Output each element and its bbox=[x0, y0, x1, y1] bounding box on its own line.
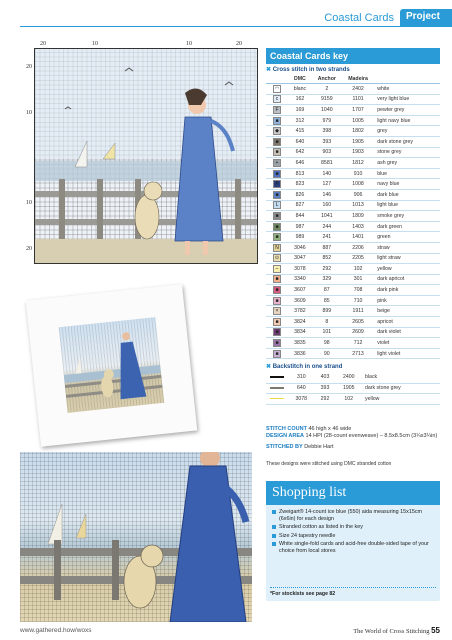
madeira-cell: 1905 bbox=[335, 383, 362, 394]
cross-stitch-heading bbox=[266, 64, 440, 75]
color-name-cell: very light blue bbox=[374, 94, 440, 105]
symbol-cell bbox=[266, 264, 288, 275]
dmc-cell: 3607 bbox=[288, 285, 312, 296]
backstitch-label: Backstitch in one strand bbox=[272, 364, 343, 371]
thread-swatch: ■ bbox=[273, 170, 281, 178]
thread-swatch: ■ bbox=[273, 223, 281, 231]
cross-stitch-chart bbox=[20, 38, 260, 268]
madeira-cell: 2205 bbox=[342, 253, 374, 264]
color-name-cell: white bbox=[374, 84, 440, 95]
color-name-cell: smoke grey bbox=[374, 211, 440, 222]
chart-side-number: 10 bbox=[26, 110, 32, 116]
chart-top-number: 10 bbox=[186, 41, 192, 47]
anchor-cell: 398 bbox=[312, 126, 342, 137]
symbol-cell bbox=[266, 94, 288, 105]
anchor-cell: 1041 bbox=[312, 211, 342, 222]
madeira-cell: 2609 bbox=[342, 327, 374, 338]
symbol-cell bbox=[266, 200, 288, 211]
table-row bbox=[266, 179, 440, 190]
anchor-cell: 852 bbox=[312, 253, 342, 264]
anchor-cell: 140 bbox=[312, 168, 342, 179]
anchor-cell: 101 bbox=[312, 327, 342, 338]
symbol-cell bbox=[266, 84, 288, 95]
anchor-cell: 160 bbox=[312, 200, 342, 211]
table-row bbox=[266, 147, 440, 158]
madeira-cell: 2400 bbox=[335, 372, 362, 383]
thread-swatch: + bbox=[273, 159, 281, 167]
color-name-cell: violet bbox=[374, 338, 440, 349]
dmc-cell: 310 bbox=[288, 372, 315, 383]
line-cell bbox=[266, 372, 288, 383]
madeira-cell: 2713 bbox=[342, 348, 374, 359]
thread-swatch: ◠ bbox=[274, 85, 280, 92]
symbol-cell bbox=[266, 327, 288, 338]
list-item: Size 24 tapestry needle bbox=[272, 533, 434, 540]
section-title: Coastal Cards bbox=[324, 12, 394, 24]
table-row bbox=[266, 327, 440, 338]
dmc-cell: 3078 bbox=[288, 264, 312, 275]
thread-swatch: – bbox=[273, 265, 281, 273]
anchor-cell: 887 bbox=[312, 242, 342, 253]
thread-swatch: ■ bbox=[273, 318, 281, 326]
color-name-cell: green bbox=[374, 232, 440, 243]
thread-swatch: F bbox=[273, 106, 281, 114]
thread-swatch: ◆ bbox=[273, 127, 281, 135]
anchor-cell: 8 bbox=[312, 317, 342, 328]
col-name bbox=[374, 75, 440, 84]
header-rule bbox=[20, 26, 452, 27]
dmc-cell: 3340 bbox=[288, 274, 312, 285]
color-name-cell: light blue bbox=[374, 200, 440, 211]
madeira-cell: 1005 bbox=[342, 115, 374, 126]
thread-swatch: ■ bbox=[273, 328, 281, 336]
thread-swatch: ⊙ bbox=[274, 255, 280, 262]
color-name-cell: light straw bbox=[374, 253, 440, 264]
chart-top-number: 20 bbox=[40, 41, 46, 47]
symbol-cell bbox=[266, 253, 288, 264]
madeira-cell: 708 bbox=[342, 285, 374, 296]
table-row bbox=[266, 348, 440, 359]
anchor-cell: 146 bbox=[312, 189, 342, 200]
table-row bbox=[266, 168, 440, 179]
symbol-cell bbox=[266, 306, 288, 317]
madeira-cell: 712 bbox=[342, 338, 374, 349]
symbol-cell bbox=[266, 338, 288, 349]
color-name-cell: black bbox=[362, 372, 440, 383]
symbol-cell bbox=[266, 158, 288, 169]
cross-marker-icon: ✖ bbox=[266, 67, 272, 73]
anchor-cell: 241 bbox=[312, 232, 342, 243]
magazine-name: The World of Cross Stitching bbox=[353, 628, 430, 635]
thread-swatch: ■ bbox=[273, 275, 281, 283]
thread-swatch: ■ bbox=[273, 138, 281, 146]
backstitch-heading bbox=[266, 361, 440, 372]
symbol-cell bbox=[266, 168, 288, 179]
backstitch-line bbox=[270, 398, 284, 400]
anchor-cell: 329 bbox=[312, 274, 342, 285]
color-name-cell: dark violet bbox=[374, 327, 440, 338]
dmc-cell: 640 bbox=[288, 136, 312, 147]
backstitch-marker-icon: ✖ bbox=[266, 364, 272, 371]
table-row bbox=[266, 295, 440, 306]
color-name-cell: stone grey bbox=[374, 147, 440, 158]
chart-illustration bbox=[35, 49, 258, 264]
chart-side-number: 20 bbox=[26, 64, 32, 70]
anchor-cell: 2 bbox=[312, 84, 342, 95]
madeira-cell: 2206 bbox=[342, 242, 374, 253]
symbol-cell bbox=[266, 115, 288, 126]
dmc-cell: 3046 bbox=[288, 242, 312, 253]
line-cell bbox=[266, 383, 288, 394]
symbol-cell bbox=[266, 211, 288, 222]
page-number: 55 bbox=[431, 626, 440, 635]
thread-swatch: ■ bbox=[273, 286, 281, 294]
symbol-cell bbox=[266, 317, 288, 328]
symbol-cell bbox=[266, 242, 288, 253]
madeira-cell: 2605 bbox=[342, 317, 374, 328]
madeira-cell: 1008 bbox=[342, 179, 374, 190]
anchor-cell: 403 bbox=[315, 372, 336, 383]
anchor-cell: 98 bbox=[312, 338, 342, 349]
anchor-cell: 8581 bbox=[312, 158, 342, 169]
thread-swatch: F bbox=[273, 180, 281, 188]
madeira-cell: 1403 bbox=[342, 221, 374, 232]
list-item: Stranded cotton as listed in the key bbox=[272, 524, 434, 531]
shopping-list-panel bbox=[266, 481, 440, 601]
table-row bbox=[266, 126, 440, 137]
table-row bbox=[266, 221, 440, 232]
color-name-cell: navy blue bbox=[374, 179, 440, 190]
col-anchor: Anchor bbox=[312, 75, 342, 84]
madeira-cell: 1809 bbox=[342, 211, 374, 222]
madeira-cell: 1903 bbox=[342, 147, 374, 158]
anchor-cell: 9159 bbox=[312, 94, 342, 105]
thread-swatch: ■ bbox=[273, 148, 281, 156]
madeira-cell: 1812 bbox=[342, 158, 374, 169]
color-name-cell: ash grey bbox=[374, 158, 440, 169]
chart-grid bbox=[34, 48, 258, 264]
table-row bbox=[266, 136, 440, 147]
thread-swatch: c bbox=[273, 95, 281, 103]
dmc-cell: 642 bbox=[288, 147, 312, 158]
table-row bbox=[266, 274, 440, 285]
table-header-row bbox=[266, 75, 440, 84]
footer-url[interactable]: www.gathered.how/woxs bbox=[20, 627, 92, 634]
table-row bbox=[266, 94, 440, 105]
color-name-cell: beige bbox=[374, 306, 440, 317]
table-row bbox=[266, 158, 440, 169]
table-row bbox=[266, 200, 440, 211]
thread-swatch: ■ bbox=[273, 117, 281, 125]
cross-stitch-label: Cross stitch in two strands bbox=[272, 67, 350, 73]
anchor-cell: 244 bbox=[312, 221, 342, 232]
dmc-cell: 823 bbox=[288, 179, 312, 190]
list-item: White single-fold cards and acid-free double-sided tape of your choice from local stores bbox=[272, 541, 434, 554]
anchor-cell: 85 bbox=[312, 295, 342, 306]
thread-swatch: × bbox=[273, 307, 281, 315]
madeira-cell: 1905 bbox=[342, 136, 374, 147]
stitched-closeup-photo bbox=[20, 452, 252, 622]
table-row bbox=[266, 372, 440, 383]
madeira-cell: 906 bbox=[342, 189, 374, 200]
dmc-cell: 3047 bbox=[288, 253, 312, 264]
anchor-cell: 87 bbox=[312, 285, 342, 296]
anchor-cell: 979 bbox=[312, 115, 342, 126]
madeira-cell: 301 bbox=[342, 274, 374, 285]
dmc-cell: 827 bbox=[288, 200, 312, 211]
symbol-cell bbox=[266, 147, 288, 158]
thread-swatch: L bbox=[273, 201, 281, 209]
design-stats bbox=[266, 426, 440, 451]
chart-top-number: 10 bbox=[92, 41, 98, 47]
color-name-cell: dark blue bbox=[374, 189, 440, 200]
anchor-cell: 903 bbox=[312, 147, 342, 158]
chart-side-number: 10 bbox=[26, 200, 32, 206]
backstitch-line bbox=[270, 376, 284, 378]
madeira-cell: 1707 bbox=[342, 105, 374, 116]
dmc-cell: 3078 bbox=[288, 394, 315, 405]
madeira-cell: 1802 bbox=[342, 126, 374, 137]
table-row bbox=[266, 189, 440, 200]
madeira-cell: 1013 bbox=[342, 200, 374, 211]
dmc-cell: 162 bbox=[288, 94, 312, 105]
finished-card-photo bbox=[26, 284, 198, 447]
color-name-cell: yellow bbox=[374, 264, 440, 275]
symbol-cell bbox=[266, 105, 288, 116]
dmc-cell: 646 bbox=[288, 158, 312, 169]
table-row bbox=[266, 242, 440, 253]
dmc-cell: 813 bbox=[288, 168, 312, 179]
table-row bbox=[266, 264, 440, 275]
color-name-cell: yellow bbox=[362, 394, 440, 405]
dmc-cell: 169 bbox=[288, 105, 312, 116]
list-item: Zweigart® 14-count ice blue (550) aida measuring 15x15cm (6x6in) for each design bbox=[272, 509, 434, 522]
dmc-cell: 415 bbox=[288, 126, 312, 137]
madeira-cell: 102 bbox=[335, 394, 362, 405]
dmc-cell: 989 bbox=[288, 232, 312, 243]
col-symbol bbox=[266, 75, 288, 84]
dmc-cell: 312 bbox=[288, 115, 312, 126]
anchor-cell: 899 bbox=[312, 306, 342, 317]
dmc-cell: 987 bbox=[288, 221, 312, 232]
table-row bbox=[266, 394, 440, 405]
anchor-cell: 127 bbox=[312, 179, 342, 190]
madeira-cell: 1101 bbox=[342, 94, 374, 105]
symbol-cell bbox=[266, 126, 288, 137]
design-area: DESIGN AREA 14 HPI (28-count evenweave) – 8.5x8.5cm (3¼x3¼in) bbox=[266, 433, 438, 439]
color-name-cell: dark apricot bbox=[374, 274, 440, 285]
table-row bbox=[266, 338, 440, 349]
table-row bbox=[266, 383, 440, 394]
thread-swatch: ■ bbox=[273, 350, 281, 358]
dmc-cell: 826 bbox=[288, 189, 312, 200]
backstitch-line bbox=[270, 387, 284, 389]
dmc-cell: 3834 bbox=[288, 327, 312, 338]
symbol-cell bbox=[266, 232, 288, 243]
dmc-cell: 3836 bbox=[288, 348, 312, 359]
symbol-cell bbox=[266, 274, 288, 285]
thread-swatch: ■ bbox=[273, 233, 281, 241]
table-row bbox=[266, 84, 440, 95]
thread-swatch: N bbox=[273, 244, 281, 252]
thread-swatch: ■ bbox=[273, 297, 281, 305]
anchor-cell: 90 bbox=[312, 348, 342, 359]
anchor-cell: 292 bbox=[315, 394, 336, 405]
madeira-cell: 102 bbox=[342, 264, 374, 275]
dmc-cell: 640 bbox=[288, 383, 315, 394]
symbol-cell bbox=[266, 285, 288, 296]
card-stitched-image bbox=[59, 317, 164, 413]
dmc-cell: 3609 bbox=[288, 295, 312, 306]
anchor-cell: 292 bbox=[312, 264, 342, 275]
color-name-cell: dark pink bbox=[374, 285, 440, 296]
chart-top-number: 20 bbox=[236, 41, 242, 47]
table-row bbox=[266, 105, 440, 116]
project-tab[interactable]: Project bbox=[400, 9, 452, 26]
backstitch-table bbox=[266, 372, 440, 404]
stockists-note: *For stockists see page 82 bbox=[270, 587, 436, 597]
color-name-cell: light violet bbox=[374, 348, 440, 359]
madeira-cell: 2402 bbox=[342, 84, 374, 95]
madeira-cell: 910 bbox=[342, 168, 374, 179]
thread-swatch: ■ bbox=[273, 212, 281, 220]
madeira-cell: 1911 bbox=[342, 306, 374, 317]
thread-key-table bbox=[266, 75, 440, 359]
stitch-count: STITCH COUNT 46 high x 46 wide bbox=[266, 426, 352, 432]
thread-note: These designs were stitched using DMC stranded cotton bbox=[266, 461, 392, 467]
color-name-cell: apricot bbox=[374, 317, 440, 328]
color-name-cell: light navy blue bbox=[374, 115, 440, 126]
color-name-cell: dark stone grey bbox=[362, 383, 440, 394]
symbol-cell bbox=[266, 348, 288, 359]
color-name-cell: pewter grey bbox=[374, 105, 440, 116]
symbol-cell bbox=[266, 295, 288, 306]
table-row bbox=[266, 211, 440, 222]
color-name-cell: straw bbox=[374, 242, 440, 253]
table-row bbox=[266, 253, 440, 264]
key-panel bbox=[266, 48, 440, 405]
dmc-cell: 844 bbox=[288, 211, 312, 222]
symbol-cell bbox=[266, 189, 288, 200]
dmc-cell: blanc bbox=[288, 84, 312, 95]
dmc-cell: 3835 bbox=[288, 338, 312, 349]
thread-swatch: ■ bbox=[273, 191, 281, 199]
stitched-by: STITCHED BY Debbie Hart bbox=[266, 444, 334, 450]
color-name-cell: pink bbox=[374, 295, 440, 306]
color-name-cell: dark stone grey bbox=[374, 136, 440, 147]
table-row bbox=[266, 285, 440, 296]
table-row bbox=[266, 317, 440, 328]
chart-side-number: 20 bbox=[26, 246, 32, 252]
anchor-cell: 393 bbox=[312, 136, 342, 147]
symbol-cell bbox=[266, 179, 288, 190]
madeira-cell: 710 bbox=[342, 295, 374, 306]
thread-swatch: ■ bbox=[273, 339, 281, 347]
madeira-cell: 1401 bbox=[342, 232, 374, 243]
symbol-cell bbox=[266, 136, 288, 147]
key-title: Coastal Cards key bbox=[266, 48, 440, 64]
anchor-cell: 1040 bbox=[312, 105, 342, 116]
shopping-list bbox=[266, 505, 440, 555]
color-name-cell: dark green bbox=[374, 221, 440, 232]
line-cell bbox=[266, 394, 288, 405]
col-madeira: Madeira bbox=[342, 75, 374, 84]
color-name-cell: grey bbox=[374, 126, 440, 137]
symbol-cell bbox=[266, 221, 288, 232]
col-dmc: DMC bbox=[288, 75, 312, 84]
shopping-list-title: Shopping list bbox=[266, 481, 440, 505]
dmc-cell: 3782 bbox=[288, 306, 312, 317]
color-name-cell: blue bbox=[374, 168, 440, 179]
table-row bbox=[266, 232, 440, 243]
footer-magazine bbox=[353, 626, 440, 635]
anchor-cell: 393 bbox=[315, 383, 336, 394]
table-row bbox=[266, 115, 440, 126]
dmc-cell: 3824 bbox=[288, 317, 312, 328]
table-row bbox=[266, 306, 440, 317]
